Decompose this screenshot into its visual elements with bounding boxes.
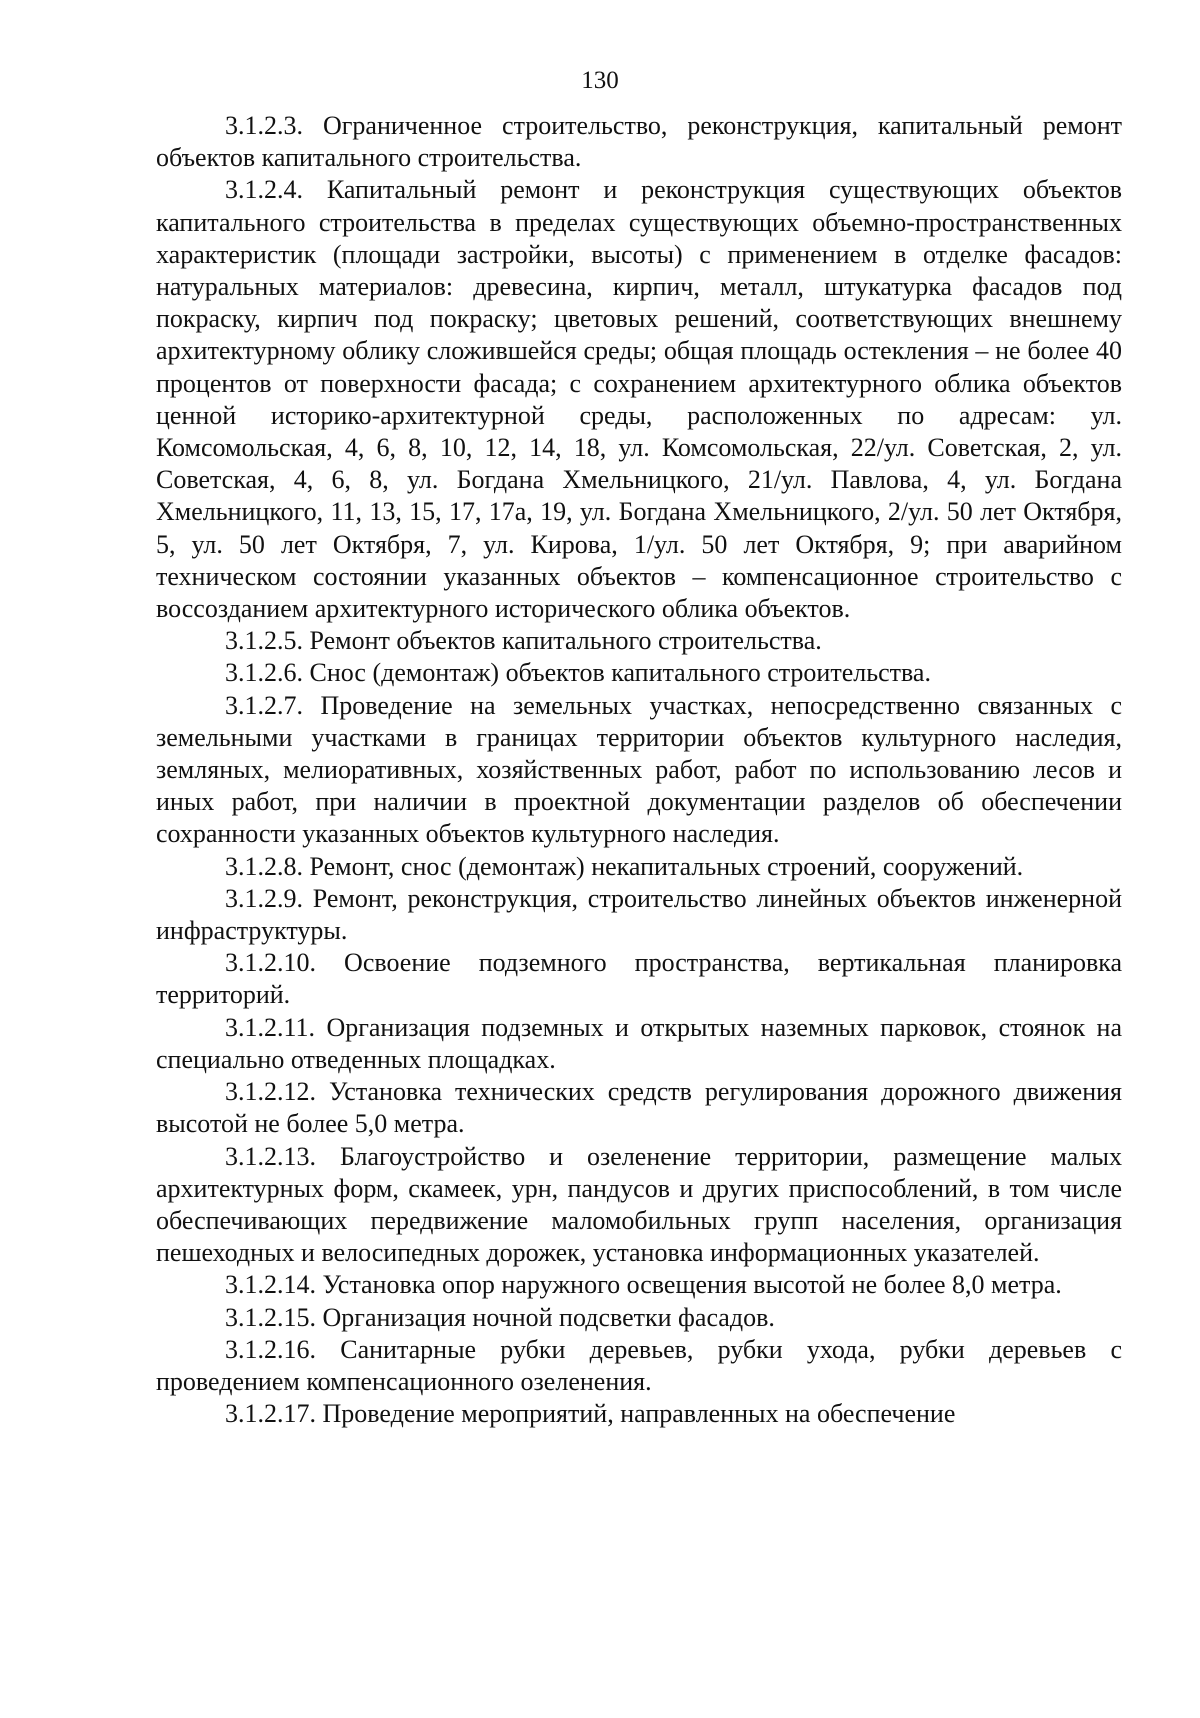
paragraph-3-1-2-3 bbox=[156, 110, 1122, 174]
paragraph-number: 3.1.2.9. bbox=[225, 883, 303, 913]
paragraph-number: 3.1.2.10. bbox=[225, 948, 316, 978]
paragraph-3-1-2-7 bbox=[156, 690, 1122, 851]
paragraph-number: 3.1.2.14. bbox=[225, 1270, 316, 1300]
paragraph-3-1-2-5 bbox=[156, 625, 1122, 657]
paragraph-text: Организация ночной подсветки фасадов. bbox=[322, 1302, 775, 1332]
paragraph-number: 3.1.2.15. bbox=[225, 1302, 316, 1332]
paragraph-text: Проведение на земельных участках, непосредственно связанных с земельными участками в границах территории объектов культурного наследия, земляных, мелиоративных, хозяйственных работ, работ по использованию лесов и иных работ, при наличии в проектной документации разделов об обеспечении сохранности указанных объектов культурного наследия. bbox=[156, 690, 1122, 849]
paragraph-text: Ремонт, реконструкция, строительство линейных объектов инженерной инфраструктуры. bbox=[156, 883, 1122, 946]
paragraph-3-1-2-17 bbox=[156, 1398, 1122, 1430]
paragraph-number: 3.1.2.13. bbox=[225, 1141, 316, 1171]
paragraph-text: Благоустройство и озеленение территории, размещение малых архитектурных форм, скамеек, урн, пандусов и других приспособлений, в том числе обеспечивающих передвижение маломобильных групп населения, организация пешеходных и велосипедных дорожек, установка информационных указателей. bbox=[156, 1141, 1123, 1268]
paragraph-number: 3.1.2.3. bbox=[225, 111, 303, 140]
paragraph-3-1-2-6 bbox=[156, 657, 1122, 689]
paragraph-3-1-2-15 bbox=[156, 1302, 1122, 1334]
paragraph-text: Организация подземных и открытых наземных парковок, стоянок на специально отведенных площадках. bbox=[156, 1012, 1123, 1074]
paragraph-number: 3.1.2.8. bbox=[225, 851, 303, 881]
paragraph-number: 3.1.2.6. bbox=[225, 658, 303, 688]
paragraph-number: 3.1.2.16. bbox=[225, 1334, 316, 1364]
paragraph-number: 3.1.2.12. bbox=[225, 1077, 316, 1107]
paragraph-3-1-2-14 bbox=[156, 1269, 1122, 1301]
paragraph-number: 3.1.2.17. bbox=[225, 1399, 316, 1429]
paragraph-text: Капитальный ремонт и реконструкция существующих объектов капитального строительства в пределах существующих объемно-пространственных характеристик (площади застройки, высоты) с применением в отделке фасадов: натуральных материалов: древесина, кирпич, металл, штукатурка фасадов под покраску, кирпич под покраску; цветовых решений, соответствующих внешнему архитектурному облику сложившейся среды; общая площадь остекления – не более 40 процентов от поверхности фасада; с сохранением архитектурного облика объектов ценной историко-архитектурной среды, расположенных по адресам: ул. Комсомольская, 4, 6, 8, 10, 12, 14, 18, ул. Комсомольская, 22/ул. Советская, 2, ул. Советская, 4, 6, 8, ул. Богдана Хмельницкого, 21/ул. Павлова, 4, ул. Богдана Хмельницкого, 11, 13, 15, 17, 17а, 19, ул. Богдана Хмельницкого, 2/ул. 50 лет Октября, 5, ул. 50 лет Октября, 7, ул. Кирова, 1/ул. 50 лет Октября, 9; при аварийном техническом состоянии указанных объектов – компенсационное строительство с воссозданием архитектурного исторического облика объектов. bbox=[156, 175, 1122, 624]
paragraph-text: Освоение подземного пространства, вертикальная планировка территорий. bbox=[156, 948, 1123, 1010]
paragraph-text: Ограниченное строительство, реконструкция, капитальный ремонт объектов капитального строительства. bbox=[156, 111, 1122, 173]
paragraph-3-1-2-12 bbox=[156, 1076, 1122, 1140]
paragraph-3-1-2-16 bbox=[156, 1334, 1122, 1398]
document-body bbox=[156, 110, 1122, 1430]
paragraph-3-1-2-8 bbox=[156, 851, 1122, 883]
paragraph-3-1-2-13 bbox=[156, 1141, 1122, 1270]
paragraph-3-1-2-11 bbox=[156, 1012, 1122, 1076]
paragraph-number: 3.1.2.11. bbox=[225, 1012, 316, 1042]
paragraph-text: Ремонт, снос (демонтаж) некапитальных строений, сооружений. bbox=[309, 851, 1024, 881]
paragraph-text: Установка технических средств регулирования дорожного движения высотой не более 5,0 метра. bbox=[156, 1077, 1123, 1139]
paragraph-number: 3.1.2.5. bbox=[225, 626, 303, 656]
paragraph-text: Ремонт объектов капитального строительства. bbox=[309, 626, 822, 656]
paragraph-3-1-2-10 bbox=[156, 947, 1122, 1011]
page-number: 130 bbox=[581, 67, 619, 94]
paragraph-text: Установка опор наружного освещения высотой не более 8,0 метра. bbox=[322, 1270, 1062, 1300]
paragraph-text: Снос (демонтаж) объектов капитального строительства. bbox=[309, 658, 931, 688]
paragraph-text: Проведение мероприятий, направленных на обеспечение bbox=[322, 1399, 956, 1429]
paragraph-3-1-2-4 bbox=[156, 174, 1122, 625]
paragraph-text: Санитарные рубки деревьев, рубки ухода, рубки деревьев с проведением компенсационного озеленения. bbox=[156, 1334, 1122, 1396]
paragraph-number: 3.1.2.4. bbox=[225, 175, 303, 205]
paragraph-3-1-2-9 bbox=[156, 883, 1122, 947]
paragraph-number: 3.1.2.7. bbox=[225, 690, 303, 720]
